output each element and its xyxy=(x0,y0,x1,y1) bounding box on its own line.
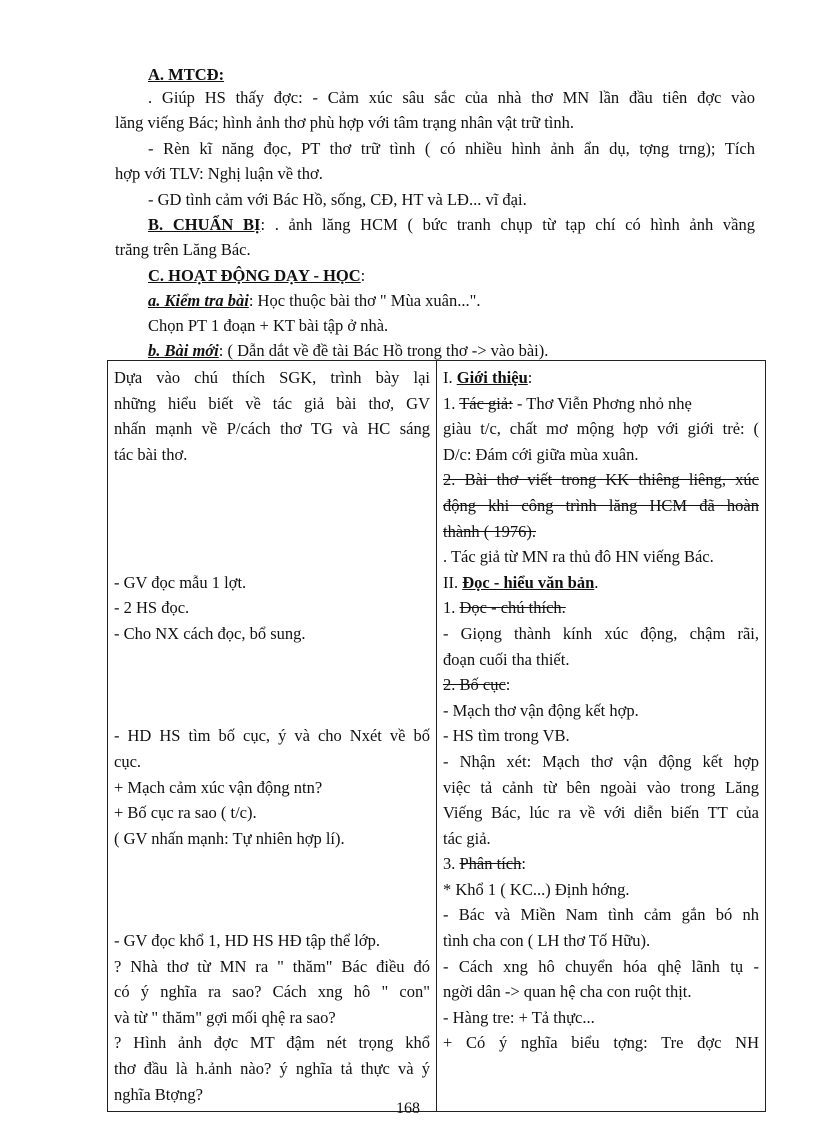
left-line: + Bố cục ra sao ( t/c). xyxy=(114,803,257,823)
right-line xyxy=(443,851,759,877)
right-line: động khi công trình lăng HCM đã hoàn xyxy=(443,495,759,515)
objective-line-2: lăng viếng Bác; hình ảnh thơ phù hợp với tâm trạng nhân vật trữ tình. xyxy=(115,113,574,132)
right-line: * Khổ 1 ( KC...) Định hớng. xyxy=(443,879,630,899)
right-line: 2. Bài thơ viết trong KK thiêng liêng, xúc xyxy=(443,470,759,490)
right-text: 1. xyxy=(443,393,460,413)
right-line xyxy=(443,391,759,417)
heading-activities: C. HOẠT ĐỘNG DẠY - HỌC xyxy=(148,266,361,285)
right-line: - Hàng tre: + Tả thực... xyxy=(443,1007,595,1027)
right-line: - Nhận xét: Mạch thơ vận động kết hợp xyxy=(443,751,759,771)
right-line: + Có ý nghĩa biểu tợng: Tre đợc NH xyxy=(443,1033,759,1053)
right-line: . Tác giả từ MN ra thủ đô HN viếng Bác. xyxy=(443,547,714,567)
left-line: ( GV nhấn mạnh: Tự nhiên hợp lí). xyxy=(114,828,345,848)
left-line: tác bài thơ. xyxy=(114,444,188,464)
left-line: Dựa vào chú thích SGK, trình bày lại xyxy=(114,368,430,387)
left-line: + Mạch cảm xúc vận động ntn? xyxy=(114,777,323,797)
right-line: đoạn cuối tha thiết. xyxy=(443,649,570,669)
right-text: Tác giả: xyxy=(459,393,513,413)
right-text: Phân tích xyxy=(459,854,522,874)
right-line xyxy=(443,595,759,621)
heading-preparation: B. CHUẨN BỊ xyxy=(148,215,261,234)
left-line: - GV đọc mẫu 1 lợt. xyxy=(114,572,247,592)
heading-objectives: A. MTCĐ: xyxy=(148,65,225,84)
preparation-line-1 xyxy=(148,212,755,238)
right-text: I. xyxy=(443,368,457,387)
left-line: có ý nghĩa ra sao? Cách xng hô " con" xyxy=(114,982,430,1002)
section-heading: Đọc - hiểu văn bản xyxy=(462,572,595,592)
lesson-table xyxy=(107,360,766,1112)
preparation-text: : . ảnh lăng HCM ( bức tranh chụp từ tạp chí có hình ảnh vầng xyxy=(260,215,756,234)
right-text: 2. xyxy=(443,675,460,695)
right-line: tác giả. xyxy=(443,828,491,848)
left-line: ? Nhà thơ từ MN ra " thăm" Bác điều đó xyxy=(114,956,430,976)
sub-a-text: : Học thuộc bài thơ " Mùa xuân...". xyxy=(248,291,481,310)
left-line: - 2 HS đọc. xyxy=(114,598,190,618)
right-line: - Bác và Miền Nam tình cảm gắn bó nh xyxy=(443,905,759,925)
right-line: ngời dân -> quan hệ cha con ruột thịt. xyxy=(443,982,692,1002)
sub-a-line-2: Chọn PT 1 đoạn + KT bài tập ở nhà. xyxy=(148,316,389,335)
left-line: và từ " thăm" gợi mối qhệ ra sao? xyxy=(114,1007,336,1027)
preparation-line-2: trăng trên Lăng Bác. xyxy=(115,240,251,259)
right-text: : xyxy=(527,368,533,387)
right-line: D/c: Đám cới giữa mùa xuân. xyxy=(443,444,639,464)
left-line: cục. xyxy=(114,751,142,771)
teacher-activities-column xyxy=(108,361,437,1112)
right-line: tình cha con ( LH thơ Tố Hữu). xyxy=(443,931,651,951)
left-line: nghĩa Btợng? xyxy=(114,1084,203,1104)
right-line: việc tả cảnh từ bên ngoài vào trong Lăng xyxy=(443,777,759,797)
right-text: : xyxy=(521,854,526,874)
content-column xyxy=(437,361,766,1112)
right-line: - Giọng thành kính xúc động, chậm rãi, xyxy=(443,623,759,643)
objective-line-5: - GD tình cảm với Bác Hồ, sống, CĐ, HT và LĐ... vĩ đại. xyxy=(148,190,527,209)
right-text: . xyxy=(594,572,599,592)
left-line: - HD HS tìm bố cục, ý và cho Nxét về bố xyxy=(114,726,430,746)
right-text: Đọc - chú thích. xyxy=(459,598,566,618)
left-line: - GV đọc khổ 1, HD HS HĐ tập thể lớp. xyxy=(114,931,380,951)
heading-activities-colon: : xyxy=(360,266,366,285)
left-line: thơ đầu là h.ảnh nào? ý nghĩa tả thực và ý xyxy=(114,1059,430,1079)
right-line: - HS tìm trong VB. xyxy=(443,726,570,746)
sub-b-text: : ( Dẫn dắt về đề tài Bác Hồ trong thơ -> vào bài). xyxy=(218,341,549,360)
right-line xyxy=(443,365,759,391)
right-line: - Cách xng hô chuyển hóa qhệ lãnh tụ - xyxy=(443,956,759,976)
right-line: giàu t/c, chất mơ mộng hợp với giới trẻ: ( xyxy=(443,419,759,439)
right-text: Bố cục xyxy=(459,675,506,695)
objective-line-4: hợp với TLV: Nghị luận về thơ. xyxy=(115,164,323,183)
right-text: 3. xyxy=(443,854,460,874)
heading-activities-line xyxy=(148,263,788,289)
left-line: - Cho NX cách đọc, bổ sung. xyxy=(114,623,306,643)
right-text: : xyxy=(505,675,511,695)
section-heading: Giới thiệu xyxy=(456,368,528,387)
left-line: nhấn mạnh về P/cách thơ TG và HC sáng xyxy=(114,419,430,439)
objective-line-1: . Giúp HS thấy đợc: - Cảm xúc sâu sắc của nhà thơ MN lần đầu tiên đợc vào xyxy=(148,88,755,107)
sub-a-line xyxy=(148,288,788,314)
sub-a-label: a. Kiểm tra bài xyxy=(148,291,249,310)
page-number: 168 xyxy=(396,1100,420,1117)
sub-b-label: b. Bài mới xyxy=(148,341,219,360)
left-line: những hiểu biết về tác giả bài thơ, GV xyxy=(114,393,430,413)
right-line: thành ( 1976). xyxy=(443,521,537,541)
objective-line-3: - Rèn kĩ năng đọc, PT thơ trữ tình ( có nhiều hình ảnh ẩn dụ, tợng trng); Tích xyxy=(148,139,755,158)
left-line: ? Hình ảnh đợc MT đậm nét trọng khổ xyxy=(114,1033,430,1053)
right-text: - Thơ Viễn Phơng nhỏ nhẹ xyxy=(512,393,692,413)
right-text: II. xyxy=(443,572,463,592)
right-text: 1. xyxy=(443,598,460,618)
right-line xyxy=(443,672,759,698)
right-line: - Mạch thơ vận động kết hợp. xyxy=(443,700,639,720)
right-line xyxy=(443,570,759,596)
right-line: Viếng Bác, lúc ra về với diễn biến TT của xyxy=(443,803,759,823)
